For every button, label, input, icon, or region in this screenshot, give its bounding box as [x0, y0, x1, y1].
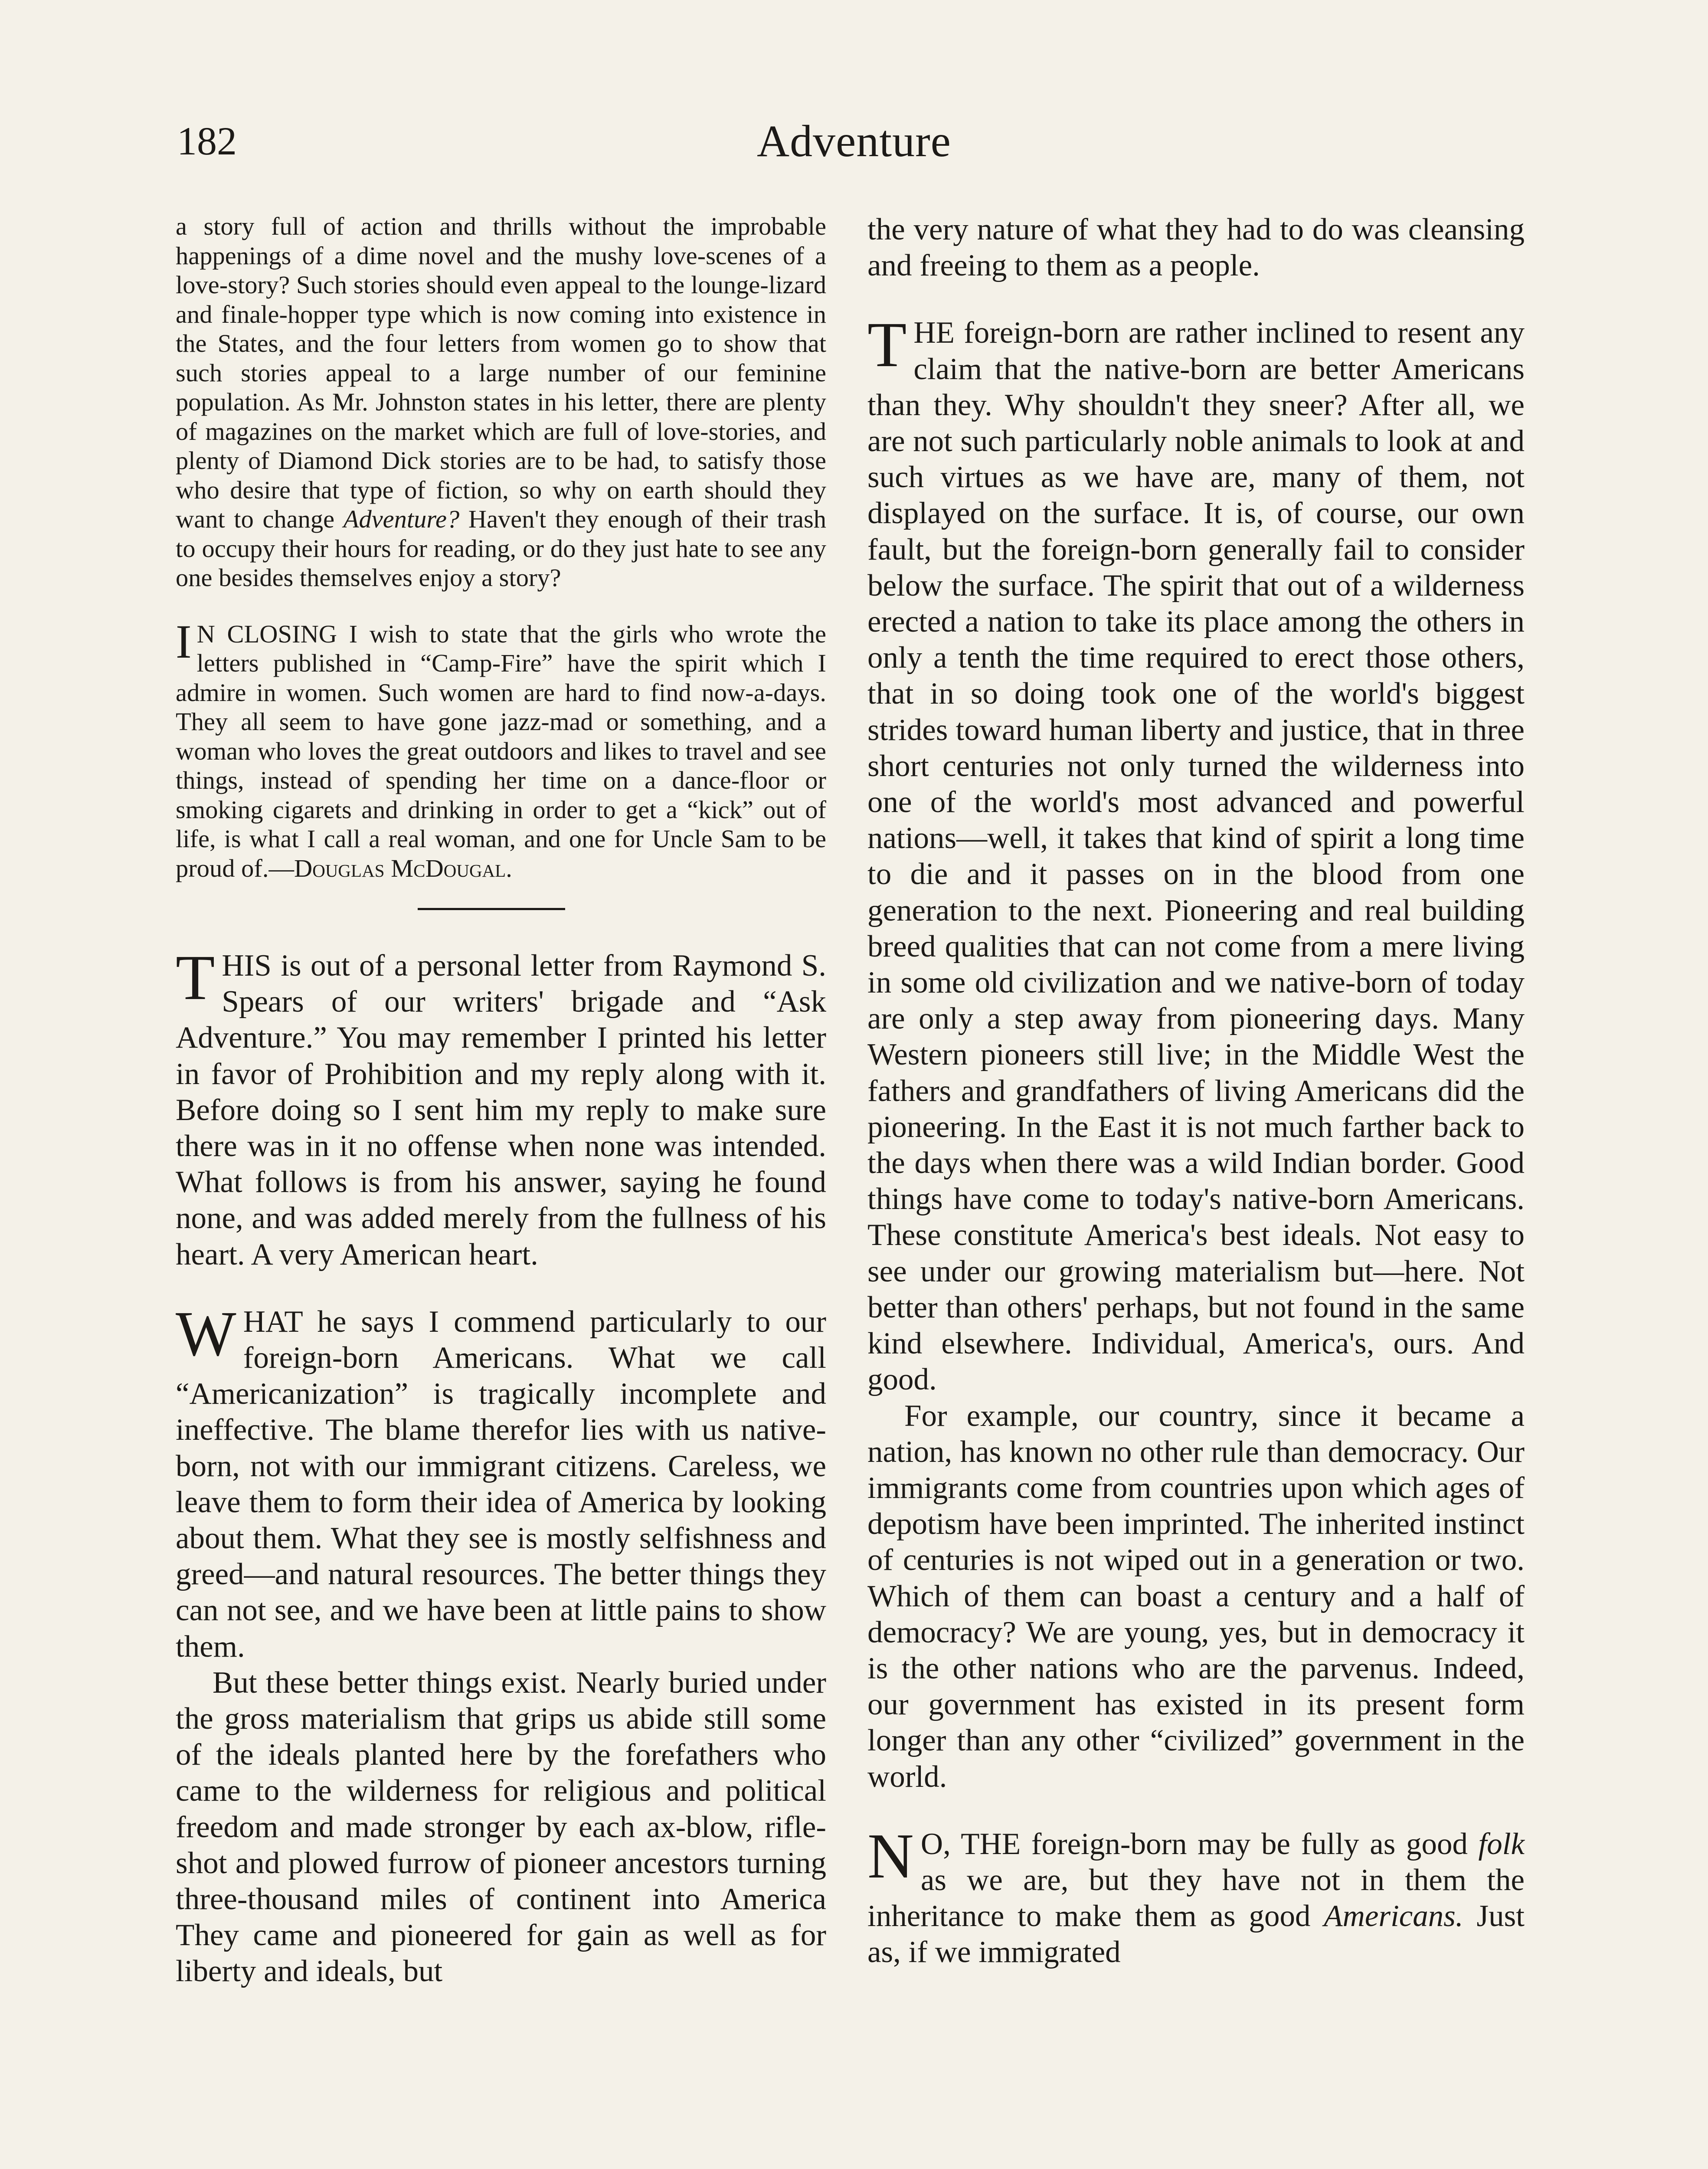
closing-paragraph: I N CLOSING I wish to state that the girls who wrote the letters published in “Camp-Fire” have the spirit which I admire in women. Such women are hard to find now-a-days. They all seem to have gone jazz-mad or something, and a woman who loves the great outdoors and likes to travel and see things, instead of spending her time on a dance-floor or smoking cigarets and drinking in order to get a “kick” out of life, is what I call a real woman, and one for Uncle Sam to be proud of.—Douglas McDougal.: [176, 615, 826, 882]
signature: Douglas McDougal.: [294, 854, 512, 882]
intro-paragraph: THIS is out of a personal letter from Raymond S. Spears of our writers' brigade and “Ask Adventure.” You may remember I printed his letter in favor of Prohibition and my reply along with it. Before doing so I sent him my reply to make sure there was in it no offense when none was intended. What follows is from his answer, saying he found none, and was added merely from the fullness of his heart. A very American heart.: [176, 942, 826, 1271]
letter-continued-paragraph: a story full of action and thrills without the improbable happenings of a dime novel and the mushy love-scenes of a love-story? Such stories should even appeal to the lounge-lizard and finale-hopper type which is now coming into existence in the States, and the four letters from women go to show that such stories appeal to a large number of our feminine population. As Mr. Johnston states in his letter, there are plenty of magazines on the market which are full of love-stories, and plenty of Diamond Dick stories are to be had, to satisfy those who desire that type of fiction, so why on earth should they want to change Adventure? Haven't they enough of their trash to occupy their hours for reading, or do they just hate to see any one besides themselves enjoy a story?: [176, 212, 826, 592]
magazine-title: Adventure: [757, 116, 951, 166]
foreign-born-paragraph: THE foreign-born are rather inclined to resent any claim that the native-born are better Americans than they. Why shouldn't they sneer? After all, we are not such particularly noble animals to look at and such virtues as we have are, many of them, not displayed on the surface. It is, of course, our own fault, but the foreign-born generally fail to consider below the surface. The spirit that out of a wilderness erected a nation to take its place among the others in only a tenth the time required to erect those others, that in so doing took one of the world's biggest strides toward human liberty and justice, that in three short centuries not only turned the wilderness into one of the world's most advanced and powerful nations—well, it takes that kind of spirit a long time to die and it passes on in the blood from one generation to the next. Pioneering and real building breed qualities that can not come from a mere living in some old civilization and we native-born of today are only a step away from pioneering days. Many Western pioneers still live; in the Middle West the fathers and grandfathers of living Americans did the pioneering. In the East it is not much farther back to the days when there was a wild Indian border. Good things have come to today's native-born Americans. These constitute America's best ideals. Not easy to see under our growing materialism but—here. Not better than others' perhaps, but not found in the same kind elsewhere. Individual, America's, ours. And good.: [867, 309, 1525, 1397]
example-paragraph: For example, our country, since it became a nation, has known no other rule than democracy. Our immigrants come from countries upon which ages of depotism have been imprinted. The inherited instinct of centuries is not wiped out in a generation or two. Which of them can boast a century and a half of democracy? We are young, yes, but in democracy it is the other nations who are the parvenus. Indeed, our government has existed in its present form longer than any other “civilized” government in the world.: [867, 1399, 1525, 1794]
right-column: [867, 212, 1525, 1971]
continued-paragraph: the very nature of what they had to do was cleansing and freeing to them as a people.: [867, 213, 1525, 283]
left-column: [176, 212, 826, 1990]
drop-cap: W: [176, 1298, 236, 1370]
what-paragraph: WHAT he says I commend particularly to our foreign-born Americans. What we call “Americanization” is tragically incomplete and ineffective. The blame therefor lies with us native-born, not with our immigrant citizens. Careless, we leave them to form their idea of America by looking about them. What they see is mostly selfishness and greed—and natural resources. The better things they can not see, and we have been at little pains to show them.: [176, 1298, 827, 1664]
drop-cap: T: [176, 942, 215, 1013]
but-paragraph: But these better things exist. Nearly buried under the gross materialism that grips us abide still some of the ideals planted here by the forefathers who came to the wilderness for religious and political freedom and made stronger by each ax-blow, rifle-shot and plowed furrow of pioneer ancestors turning three-thousand miles of continent into America They came and pioneered for gain as well as for liberty and ideals, but: [176, 1665, 826, 1989]
page-number: 182: [177, 119, 237, 163]
section-divider: [176, 883, 826, 948]
drop-cap: I: [176, 615, 192, 668]
drop-cap: T: [867, 309, 907, 381]
no-paragraph: N O, THE foreign-born may be fully as good folk as we are, but they have not in them the inheritance to make them as good Americans. Just as, if we immigrated: [867, 1820, 1525, 1969]
drop-cap: N: [867, 1820, 914, 1892]
